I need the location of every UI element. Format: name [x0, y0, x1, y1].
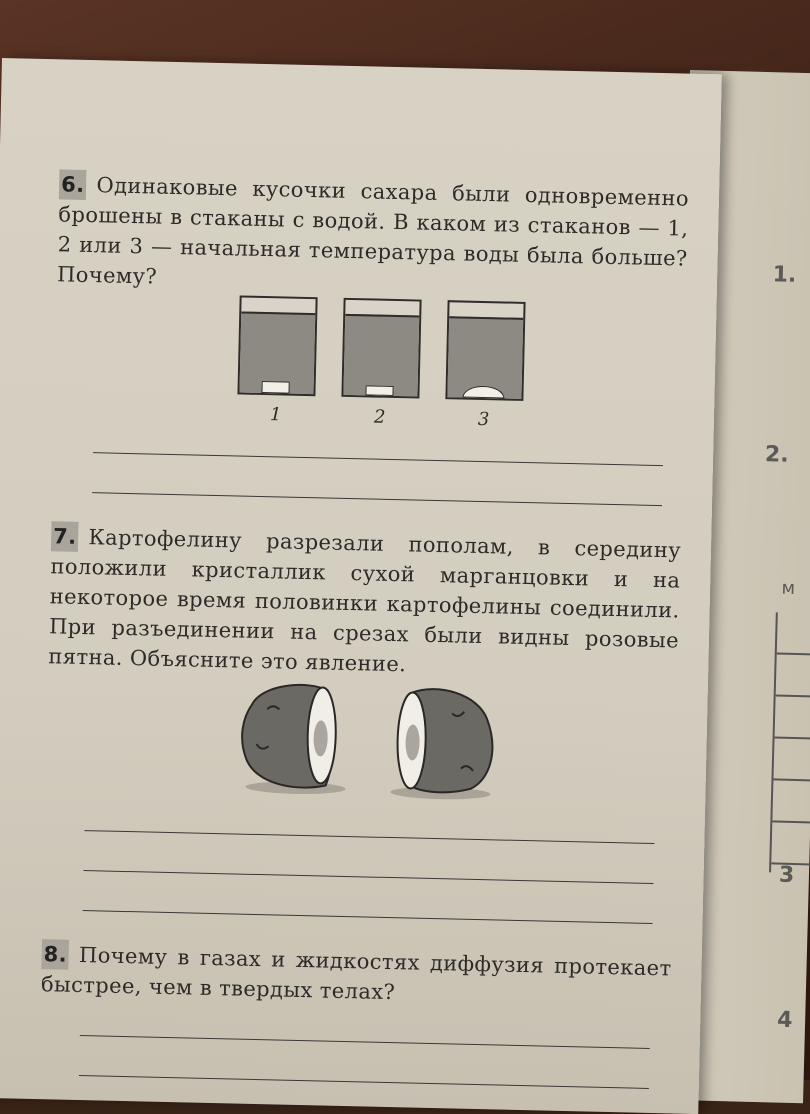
- task-6: [57, 169, 690, 303]
- task-text: Одинаковые кусочки сахара были одновременно брошены в стаканы с водой. В каком из стаканов — 1, 2 или 3 — начальная температура воды была больше? Почему?: [56, 173, 690, 289]
- water: [343, 314, 419, 397]
- glass-2-illustration: [341, 298, 421, 399]
- workbook-page: [0, 58, 722, 1114]
- right-page-label: 2.: [764, 442, 789, 468]
- potato-halves-illustration: [235, 679, 508, 805]
- glass-1-illustration: [237, 295, 317, 396]
- glass-label: 1: [269, 404, 282, 426]
- sugar-dissolving: [462, 386, 504, 399]
- glass-3-illustration: [445, 300, 525, 401]
- water: [239, 311, 315, 394]
- task-text: Почему в газах и жидкостях диффузия протекает быстрее, чем в твердых телах?: [40, 942, 672, 1005]
- task-7: [48, 521, 681, 685]
- right-page-label: м: [781, 577, 796, 599]
- task-text: Картофелину разрезали пополам, в середину положили кристаллик сухой марганцовки и на некоторое время половинки картофелины соединили. При разъединении на срезах были видны розовые пятна. Объясните это явление.: [48, 525, 682, 677]
- task-8: [41, 939, 672, 1013]
- glass-label: 3: [477, 408, 490, 431]
- right-page-label: 4: [776, 1007, 793, 1034]
- answer-line[interactable]: [79, 1075, 649, 1089]
- sugar-cube: [365, 385, 393, 396]
- answer-line[interactable]: [93, 452, 663, 466]
- task-number: 8.: [41, 939, 69, 970]
- right-page-label: 1.: [772, 262, 797, 288]
- answer-line[interactable]: [92, 492, 662, 506]
- answer-line[interactable]: [80, 1035, 650, 1049]
- water: [447, 316, 523, 399]
- right-page-label: 3: [778, 862, 795, 889]
- sugar-cube: [261, 381, 289, 394]
- task-number: 7.: [51, 521, 79, 552]
- answer-line[interactable]: [84, 830, 654, 844]
- right-page-table: [769, 612, 810, 873]
- glass-label: 2: [373, 406, 386, 428]
- answer-line[interactable]: [84, 870, 654, 884]
- answer-line[interactable]: [83, 910, 653, 924]
- task-number: 6.: [59, 169, 87, 200]
